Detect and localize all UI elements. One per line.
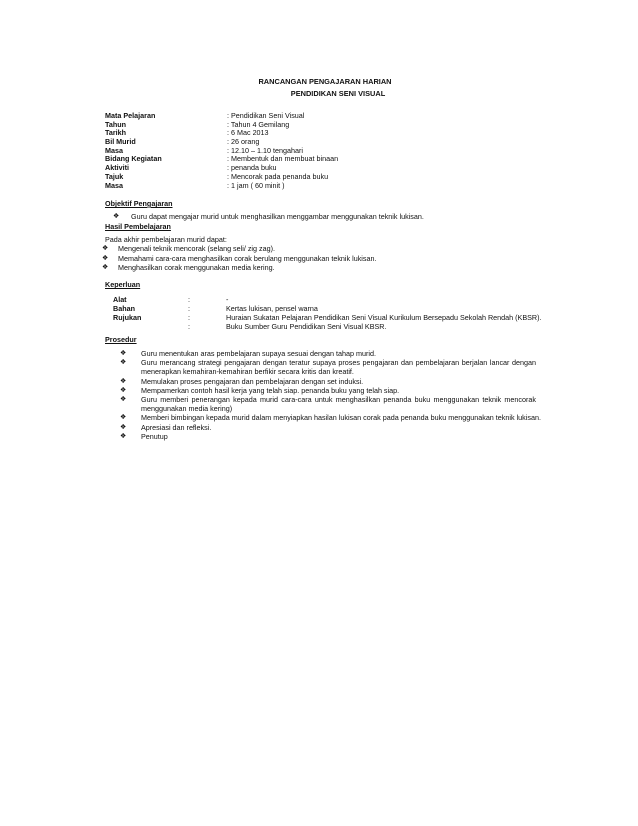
list-item: ❖ Memulakan proses pengajaran dan pembelajaran dengan set induksi.: [120, 376, 364, 386]
diamond-bullet-icon: ❖: [102, 254, 109, 262]
info-row: Tarikh : 6 Mac 2013: [105, 128, 269, 138]
keperluan-row: Bahan : Kertas lukisan, pensel warna: [113, 304, 318, 313]
list-item: ❖ Memberi bimbingan kepada murid dalam menyiapkan hasilan lukisan corak pada penanda buku menggunakan teknik lukisan.: [120, 413, 541, 423]
info-row: Masa : 1 jam ( 60 minit ): [105, 180, 285, 190]
diamond-bullet-icon: ❖: [120, 359, 127, 367]
keperluan-row: : Buku Sumber Guru Pendidikan Seni Visual KBSR.: [188, 322, 387, 331]
diamond-bullet-icon: ❖: [120, 423, 127, 431]
list-item: ❖ Guru merancang strategi pengajaran dengan teratur supaya proses pengajaran dan pembelajaran berjalan lancar dengan menerapkan kemahiran-kemahiran berfikir secara kritis dan kreatif.: [120, 358, 536, 377]
objektif-heading: Objektif Pengajaran: [105, 199, 173, 208]
prosedur-list: [120, 349, 541, 441]
keperluan-table: [113, 295, 542, 331]
hasil-list: [102, 244, 377, 273]
diamond-bullet-icon: ❖: [120, 350, 127, 357]
list-item: ❖ Mempamerkan contoh hasil kerja yang telah siap. penanda buku yang telah siap.: [120, 385, 400, 395]
diamond-bullet-icon: ❖: [120, 377, 127, 385]
diamond-bullet-icon: ❖: [120, 386, 127, 394]
info-row: Mata Pelajaran : Pendidikan Seni Visual: [105, 111, 305, 120]
diamond-bullet-icon: ❖: [113, 213, 120, 220]
list-item: ❖ Guru memberi penerangan kepada murid cara-cara untuk menghasilkan penanda buku menggunakan teknik mencorak menggunakan media kering): [120, 395, 536, 414]
info-row: Bil Murid : 26 orang: [105, 137, 260, 147]
diamond-bullet-icon: ❖: [120, 432, 127, 440]
objektif-list: [113, 212, 424, 221]
list-item: ❖ Guru menentukan aras pembelajaran supaya sesuai dengan tahap murid.: [120, 349, 376, 358]
document-subtitle: PENDIDIKAN SENI VISUAL: [290, 89, 386, 98]
list-item: ❖ Apresiasi dan refleksi.: [120, 422, 212, 432]
diamond-bullet-icon: ❖: [120, 396, 127, 404]
info-row: Masa : 12.10 – 1.10 tengahari: [105, 145, 303, 155]
prosedur-heading: Prosedur: [105, 335, 137, 344]
diamond-bullet-icon: ❖: [102, 245, 109, 252]
diamond-bullet-icon: ❖: [102, 264, 109, 271]
lesson-info-table: [105, 112, 338, 190]
keperluan-row: Rujukan : Huraian Sukatan Pelajaran Pendidikan Seni Visual Kurikulum Bersepadu Sekolah Rendah (KBSR).: [113, 313, 542, 322]
info-row: Tahun : Tahun 4 Gemilang: [105, 119, 290, 129]
list-item: ❖ Memahami cara-cara menghasilkan corak berulang menggunakan teknik lukisan.: [102, 253, 377, 263]
keperluan-row: Alat : -: [113, 295, 229, 304]
keperluan-heading: Keperluan: [105, 280, 141, 289]
hasil-heading: Hasil Pembelajaran: [105, 222, 171, 231]
info-row: Aktiviti : penanda buku: [105, 163, 277, 173]
diamond-bullet-icon: ❖: [120, 414, 127, 422]
list-item: ❖ Mengenali teknik mencorak (selang seli/ zig zag).: [102, 244, 276, 253]
hasil-intro: Pada akhir pembelajaran murid dapat:: [105, 235, 227, 244]
document-title: RANCANGAN PENGAJARAN HARIAN: [258, 77, 392, 86]
info-row: Tajuk : Mencorak pada penanda buku: [105, 171, 329, 181]
list-item: ❖ Menghasilkan corak menggunakan media kering.: [102, 263, 275, 272]
list-item: ❖ Penutup: [120, 431, 168, 441]
info-row: Bidang Kegiatan : Membentuk dan membuat binaan: [105, 154, 339, 164]
list-item: ❖ Guru dapat mengajar murid untuk menghasilkan menggambar menggunakan teknik lukisan.: [113, 212, 424, 221]
